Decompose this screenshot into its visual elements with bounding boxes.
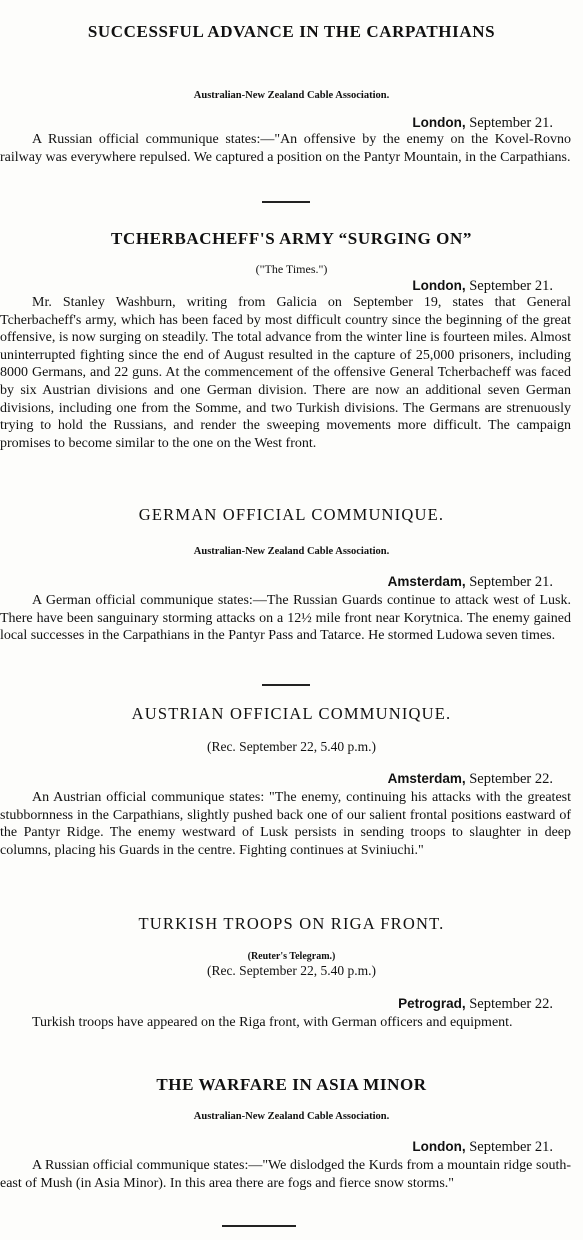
dateline	[398, 996, 553, 1013]
dateline	[388, 574, 553, 591]
headline-asia-minor: THE WARFARE IN ASIA MINOR	[156, 1075, 427, 1094]
article-body: A German official communique states:—The Russian Guards continue to attack west of Lusk. There have been sanguinary storming attacks on a 12½ mile front near Korytnica. The enemy gained local successes in the Carpathians in the Pantyr Pass and Tatarce. He stormed Ludowa seven times.	[0, 593, 571, 644]
source-line: (Reuter's Telegram.)	[247, 951, 336, 962]
separator-rule	[262, 684, 310, 686]
dateline	[412, 115, 553, 132]
article-body: A Russian official communique states:—"We dislodged the Kurds from a mountain ridge south-east of Mush (in Asia Minor). In this area there are fogs and fierce snow storms."	[0, 1158, 571, 1191]
dateline-place: Amsterdam,	[387, 771, 466, 786]
dateline-date: September 21.	[469, 574, 553, 590]
dateline-date: September 22.	[469, 996, 553, 1012]
headline-tcherbacheff: TCHERBACHEFF'S ARMY “SURGING ON”	[111, 229, 472, 248]
source-line: Australian-New Zealand Cable Association.	[193, 546, 390, 557]
dateline-place: Petrograd,	[398, 996, 466, 1011]
headline-austrian-communique: AUSTRIAN OFFICIAL COMMUNIQUE.	[131, 704, 452, 723]
dateline-date: September 21.	[469, 278, 553, 294]
dateline	[388, 771, 553, 788]
article-body: A Russian official communique states:—"An offensive by the enemy on the Kovel-Rovno railway was everywhere repulsed. We captured a position on the Pantyr Mountain, in the Carpathians.	[0, 132, 571, 165]
headline-german-communique: GERMAN OFFICIAL COMMUNIQUE.	[138, 505, 445, 524]
dateline	[412, 1139, 553, 1156]
source-line: Australian-New Zealand Cable Association.	[193, 1111, 390, 1122]
received-line: (Rec. September 22, 5.40 p.m.)	[206, 963, 377, 978]
dateline-date: September 21.	[469, 1139, 553, 1155]
separator-rule	[222, 1225, 296, 1227]
article-body: An Austrian official communique states: "The enemy, continuing his attacks with the greatest stubbornness in the Carpathians, slightly pushed back one of our salient frontal positions eastward of the Pantyr Ridge. The enemy westward of Lusk persists in sending troops to slaughter in deep columns, placing his Guards in the centre. Fighting continues at Sviniuchi."	[0, 790, 571, 858]
headline-carpathians: SUCCESSFUL ADVANCE IN THE CARPATHIANS	[87, 22, 496, 41]
article-body: Turkish troops have appeared on the Riga front, with German officers and equipment.	[32, 1015, 513, 1030]
dateline-place: London,	[412, 115, 466, 130]
dateline-date: September 21.	[469, 115, 553, 131]
separator-rule	[262, 201, 310, 203]
source-line: ("The Times.")	[255, 262, 328, 276]
headline-turkish-troops: TURKISH TROOPS ON RIGA FRONT.	[138, 914, 445, 933]
article-body: Mr. Stanley Washburn, writing from Galicia on September 19, states that General Tcherbacheff's army, which has been faced by most difficult country since the beginning of the great offensive, is now surging on steadily. The total advance from the winter line is fourteen miles. Almost uninterrupted fighting since the end of August resulted in the capture of 25,000 prisoners, including 8000 Germans, and 22 guns. At the commencement of the offensive General Tcherbacheff was faced by six Austrian divisions and one German division. There are now an additional seven German divisions, including one from the Somme, and two Turkish divisions. The Germans are strenuously trying to hold the Russians, and render the sweeping movements more difficult. The campaign promises to become similar to the one on the West front.	[0, 295, 571, 451]
dateline-place: London,	[412, 1139, 466, 1154]
dateline-place: Amsterdam,	[387, 574, 466, 589]
dateline-place: London,	[412, 278, 466, 293]
dateline	[412, 278, 553, 295]
dateline-date: September 22.	[469, 771, 553, 787]
source-line: Australian-New Zealand Cable Association.	[193, 90, 390, 101]
received-line: (Rec. September 22, 5.40 p.m.)	[206, 739, 377, 754]
